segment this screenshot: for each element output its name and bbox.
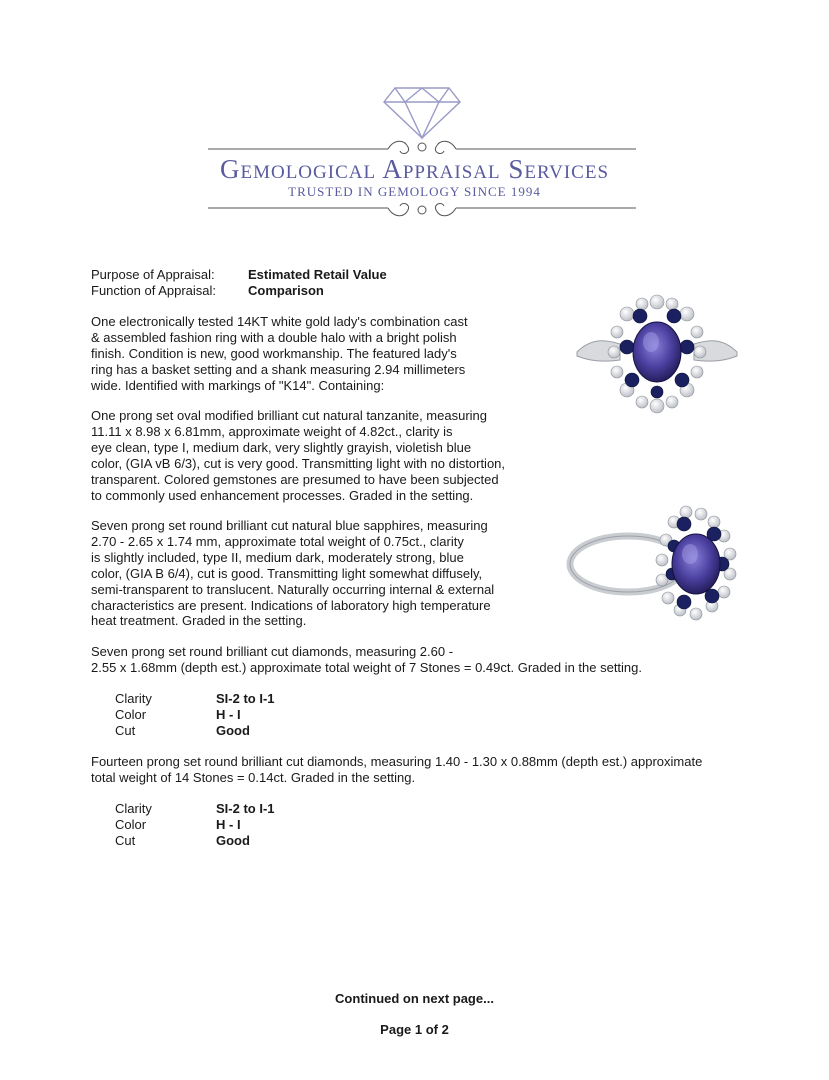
diamonds-14-description	[91, 754, 702, 786]
text-line: Seven prong set round brilliant cut diamonds, measuring 2.60 -	[91, 644, 454, 659]
text-line: ring has a basket setting and a shank measuring 2.94 millimeters	[91, 361, 466, 377]
clarity-value: SI-2 to I-1	[216, 691, 275, 706]
text-line: 11.11 x 8.98 x 6.81mm, approximate weight of 4.82ct., clarity is	[91, 423, 453, 439]
text-line: One electronically tested 14KT white gold lady's combination cast	[91, 314, 468, 329]
text-line: color, (GIA B 6/4), cut is good. Transmitting light somewhat diffusely,	[91, 565, 483, 581]
color-value: H - I	[216, 707, 241, 722]
color-value: H - I	[216, 817, 241, 832]
function-value: Comparison	[248, 283, 324, 298]
text-line: finish. Condition is new, good workmanship. The featured lady's	[91, 345, 457, 361]
cut-label: Cut	[115, 833, 136, 848]
tanzanite-description	[91, 408, 505, 503]
text-line: color, (GIA vB 6/3), cut is very good. Transmitting light with no distortion,	[91, 455, 506, 471]
text-line: & assembled fashion ring with a double halo with a bright polish	[91, 329, 457, 345]
company-tagline: TRUSTED IN GEMOLOGY SINCE 1994	[288, 184, 541, 199]
continued-note: Continued on next page...	[335, 991, 494, 1006]
diamond-logo-icon	[384, 88, 460, 138]
ring-description	[91, 314, 468, 394]
text-line: is slightly included, type II, medium dark, moderately strong, blue	[91, 549, 464, 565]
text-line: total weight of 14 Stones = 0.14ct. Graded in the setting.	[91, 769, 416, 785]
color-label: Color	[115, 707, 147, 722]
ornament-bottom-icon	[208, 203, 636, 215]
function-label: Function of Appraisal:	[91, 283, 217, 298]
text-line: to commonly used enhancement processes. Graded in the setting.	[91, 487, 474, 503]
text-line: 2.70 - 2.65 x 1.74 mm, approximate total weight of 0.75ct., clarity	[91, 533, 464, 549]
ring-angled-view-image	[566, 504, 746, 628]
page-number: Page 1 of 2	[380, 1022, 449, 1037]
color-label: Color	[115, 817, 147, 832]
text-line: heat treatment. Graded in the setting.	[91, 613, 307, 629]
clarity-value: SI-2 to I-1	[216, 801, 275, 816]
text-line: Seven prong set round brilliant cut natural blue sapphires, measuring	[91, 518, 488, 533]
purpose-label: Purpose of Appraisal:	[91, 267, 215, 282]
cut-label: Cut	[115, 723, 136, 738]
text-line: wide. Identified with markings of "K14". Containing:	[91, 377, 385, 393]
purpose-value: Estimated Retail Value	[248, 267, 387, 282]
ornament-top-icon	[208, 141, 636, 153]
sapphires-description	[91, 518, 494, 629]
cut-value: Good	[216, 723, 250, 738]
diamonds-7-description	[91, 644, 642, 676]
clarity-label: Clarity	[115, 691, 152, 706]
text-line: characteristics are present. Indications of laboratory high temperature	[91, 597, 491, 613]
cut-value: Good	[216, 833, 250, 848]
text-line: eye clean, type I, medium dark, very slightly grayish, violetish blue	[91, 439, 472, 455]
company-name: Gemological Appraisal Services	[219, 154, 610, 184]
text-line: semi-transparent to translucent. Naturally occurring internal & external	[91, 581, 495, 597]
clarity-label: Clarity	[115, 801, 152, 816]
text-line: Fourteen prong set round brilliant cut diamonds, measuring 1.40 - 1.30 x 0.88mm (depth est.) approximate	[91, 754, 703, 769]
text-line: 2.55 x 1.68mm (depth est.) approximate total weight of 7 Stones = 0.49ct. Graded in the setting.	[91, 659, 643, 675]
text-line: One prong set oval modified brilliant cut natural tanzanite, measuring	[91, 408, 487, 423]
text-line: transparent. Colored gemstones are presumed to have been subjected	[91, 471, 499, 487]
ring-top-view-image	[572, 292, 742, 422]
